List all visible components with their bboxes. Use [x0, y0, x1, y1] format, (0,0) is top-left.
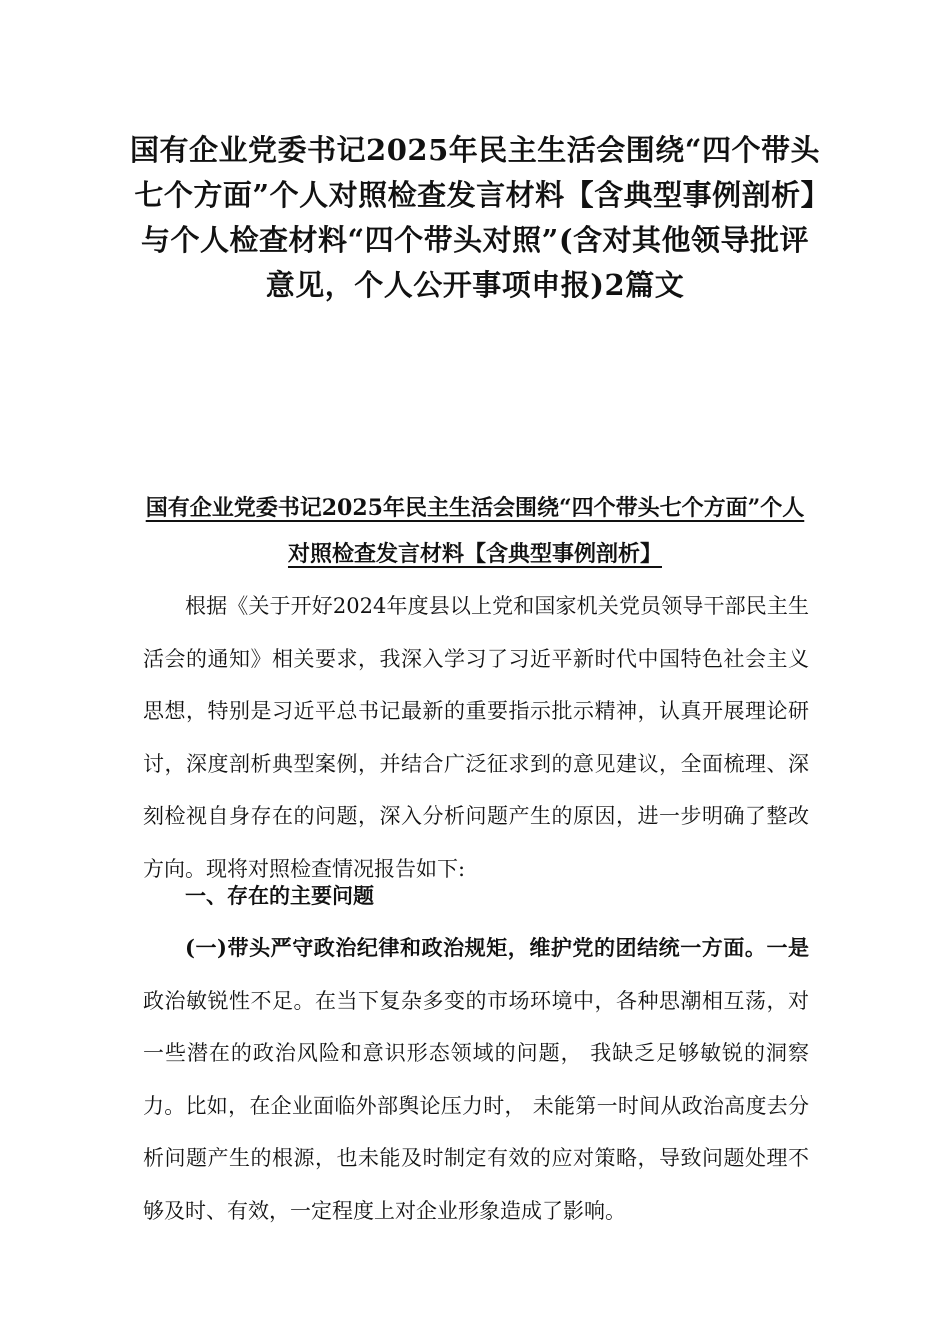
subsection-paragraph [143, 922, 809, 1237]
heading-main-problems: 一、存在的主要问题 [185, 883, 374, 908]
intro-paragraph: 根据《关于开好2024年度县以上党和国家机关党员领导干部民主生活会的通知》相关要求，我深入学习了习近平新时代中国特色社会主义思想，特别是习近平总书记最新的重要指示批示精神，认真开展理论研讨，深度剖析典型案例，并结合广泛征求到的意见建议，全面梳理、深刻检视自身存在的问题，深入分析问题产生的原因，进一步明确了整改方向。现将对照检查情况报告如下: [143, 594, 809, 881]
document-title: 国有企业党委书记2025年民主生活会围绕“四个带头七个方面”个人对照检查发言材料【含典型事例剖析】与个人检查材料“四个带头对照”(含对其他领导批评意见，个人公开事项申报)2篇文 [130, 133, 820, 302]
subsection-bold-lead: (一)带头严守政治纪律和政治规矩，维护党的团结统一方面。一是 [185, 935, 809, 960]
section-title: 国有企业党委书记2025年民主生活会围绕“四个带头七个方面”个人对照检查发言材料【含典型事例剖析】 [145, 495, 805, 567]
subsection-text: 政治敏锐性不足。在当下复杂多变的市场环境中，各种思潮相互荡，对一些潜在的政治风险和意识形态领域的问题， 我缺乏足够敏锐的洞察力。比如，在企业面临外部舆论压力时， 未能第一时间从政治高度去分析问题产生的根源，也未能及时制定有效的应对策略，导致问题处理不够及时、有效，一定程度上对企业形象造成了影响。 [143, 988, 809, 1223]
